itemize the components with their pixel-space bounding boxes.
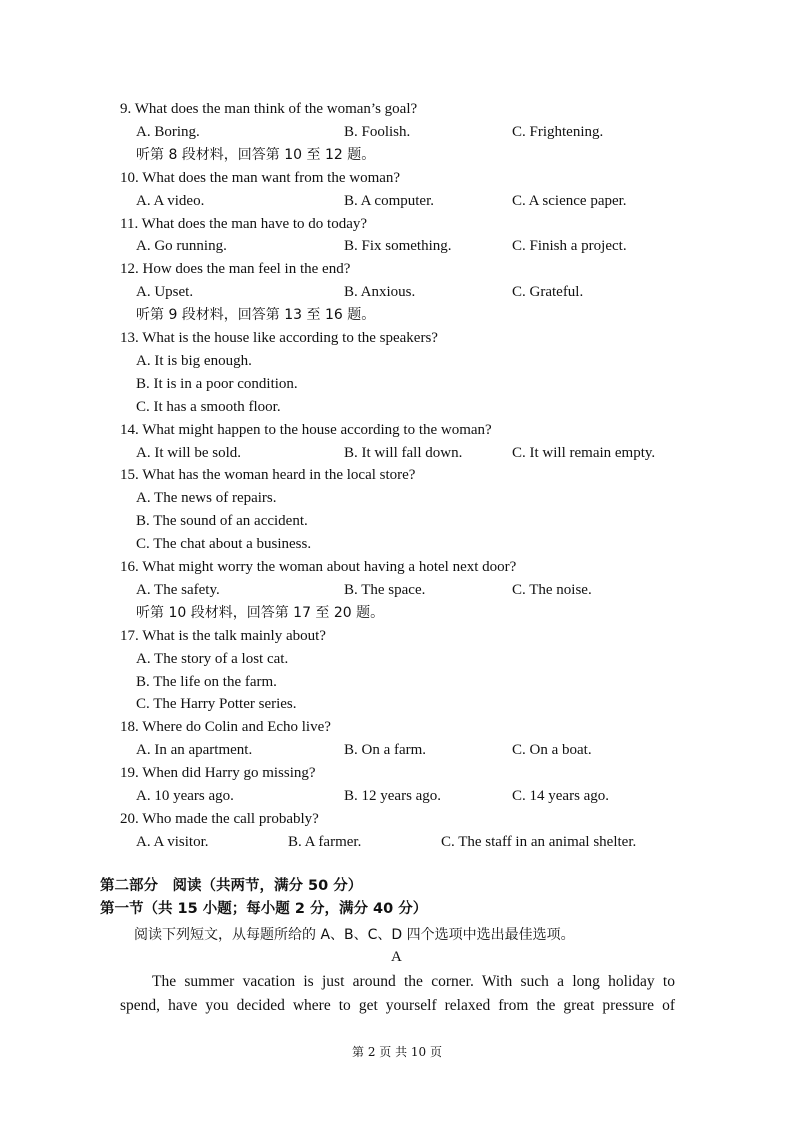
answer-option: A. 10 years ago. [136, 788, 234, 804]
question-stem: 20. Who made the call probably? [120, 810, 319, 827]
question-stem: 11. What does the man have to do today? [120, 215, 368, 232]
section-instruction: 听第 10 段材料，回答第 17 至 20 题。 [136, 604, 385, 621]
answer-option: A. It will be sold. [136, 444, 241, 461]
answer-option: B. 12 years ago. [344, 788, 442, 804]
answer-option: B. The life on the farm. [136, 673, 277, 690]
answer-option: C. The chat about a business. [136, 536, 312, 553]
answer-option: B. The sound of an accident. [136, 513, 308, 530]
question-stem: 9. What does the man think of the woman’s goal? [120, 101, 418, 117]
question-stem: 16. What might worry the woman about having a hotel next door? [120, 559, 517, 575]
answer-option: A. Upset. [136, 284, 194, 301]
question-stem: 12. How does the man feel in the end? [120, 261, 351, 278]
passage-line-2: spend, have you decided where to get yourself relaxed from the great pressure of [120, 997, 675, 1014]
passage-line-1: The summer vacation is just around the corner. With such a long holiday to [152, 973, 675, 990]
answer-option: A. The news of repairs. [136, 490, 277, 507]
answer-option: C. On a boat. [512, 742, 592, 759]
page-footer: 第 2 页 共 10 页 [352, 1045, 442, 1059]
answer-option: C. Grateful. [512, 284, 584, 301]
answer-option: A. The safety. [136, 581, 220, 598]
question-stem: 10. What does the man want from the woman? [120, 169, 401, 186]
question-stem: 14. What might happen to the house according to the woman? [120, 421, 492, 438]
answer-option: A. Boring. [136, 123, 200, 140]
answer-option: B. A farmer. [288, 833, 362, 850]
section-instruction: 听第 9 段材料，回答第 13 至 16 题。 [136, 307, 376, 324]
answer-option: B. Foolish. [344, 123, 411, 140]
answer-option: C. It has a smooth floor. [136, 398, 281, 415]
passage-label: A [391, 949, 402, 965]
part2-heading: 第二部分 阅读（共两节，满分 50 分） [100, 878, 363, 894]
question-stem: 17. What is the talk mainly about? [120, 627, 326, 644]
answer-option: A. A video. [136, 192, 205, 209]
answer-option: B. The space. [344, 581, 426, 598]
answer-option: C. The noise. [512, 581, 592, 598]
section-instruction: 听第 8 段材料，回答第 10 至 12 题。 [136, 146, 376, 163]
answer-option: B. Fix something. [344, 238, 452, 255]
question-stem: 19. When did Harry go missing? [120, 765, 316, 782]
answer-option: C. It will remain empty. [512, 444, 656, 461]
answer-option: C. 14 years ago. [512, 788, 610, 804]
answer-option: B. It will fall down. [344, 444, 463, 461]
reading-instruction: 阅读下列短文，从每题所给的 A、B、C、D 四个选项中选出最佳选项。 [134, 927, 575, 943]
answer-option: B. A computer. [344, 192, 434, 209]
answer-option: C. Frightening. [512, 123, 604, 140]
answer-option: A. Go running. [136, 238, 227, 255]
answer-option: B. On a farm. [344, 742, 427, 759]
answer-option: C. The staff in an animal shelter. [441, 833, 637, 850]
answer-option: B. It is in a poor condition. [136, 375, 298, 392]
answer-option: A. It is big enough. [136, 352, 252, 369]
question-stem: 18. Where do Colin and Echo live? [120, 719, 331, 736]
section1-heading: 第一节（共 15 小题；每小题 2 分，满分 40 分） [100, 901, 428, 917]
question-stem: 13. What is the house like according to the speakers? [120, 330, 438, 346]
question-stem: 15. What has the woman heard in the local store? [120, 467, 416, 484]
answer-option: C. A science paper. [512, 192, 627, 209]
answer-option: A. The story of a lost cat. [136, 650, 289, 667]
answer-option: C. Finish a project. [512, 238, 627, 255]
answer-option: A. In an apartment. [136, 742, 253, 759]
answer-option: A. A visitor. [136, 833, 209, 850]
answer-option: C. The Harry Potter series. [136, 696, 297, 713]
answer-option: B. Anxious. [344, 284, 416, 301]
